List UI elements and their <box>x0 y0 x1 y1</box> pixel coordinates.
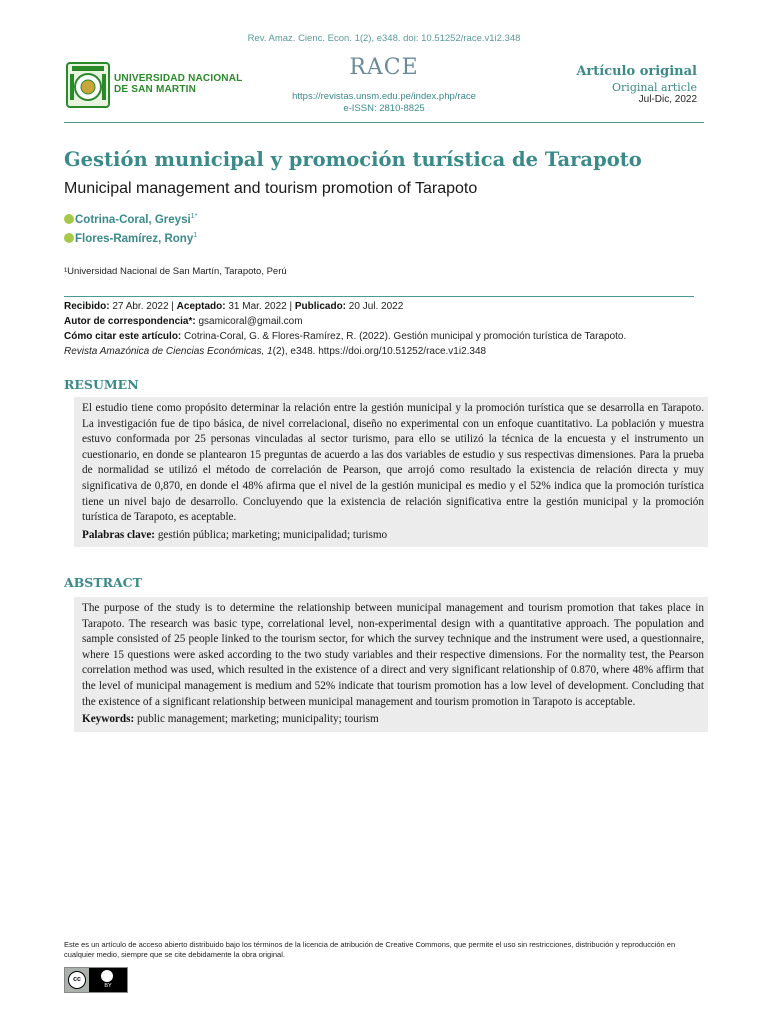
cc-panel <box>65 968 89 992</box>
abstract-text: The purpose of the study is to determine the relationship between municipal management and tourism promotion that takes place in Tarapoto. The research was basic type, correlational level, non-experimental design with a quantitative approach. The population and sample consisted of 25 people linked to the tourism sector, for which the survey technique and the instrument were used, a questionnaire, where 15 questions were asked according to the two study variables and their respective dimensions. For the normality test, the Pearson correlation method was used, which resulted in the existence of a direct and very significant relationship of 0.870, where 48% affirm that the level of municipal management is medium and 52% indicate that tourism promotion has a low level of development. Concluding that the existence of a significant relationship between municipal management and tourism promotion in Tarapoto is acceptable. <box>82 602 704 708</box>
abstract-heading: ABSTRACT <box>64 575 142 590</box>
header-divider <box>64 122 704 123</box>
author-affiliation: ¹Universidad Nacional de San Martín, Tarapoto, Perú <box>64 266 287 277</box>
attribution-icon <box>101 970 113 982</box>
orcid-icon[interactable] <box>64 233 74 243</box>
cite-text: Cotrina-Coral, G. & Flores-Ramírez, R. (2022). Gestión municipal y promoción turística de Tarapoto. <box>184 331 627 342</box>
received-label: Recibido: <box>64 301 110 312</box>
cc-icon: cc <box>68 971 86 989</box>
keywords-label: Palabras clave: <box>82 528 156 541</box>
university-name-line1: UNIVERSIDAD NACIONAL <box>114 73 243 84</box>
license-notice: Este es un artículo de acceso abierto distribuido bajo los términos de la licencia de atribución de Creative Commons, que permite el uso sin restricciones, distribución y reproducción en cualquier medio, siempre que se cite debidamente la obra original. <box>64 940 676 959</box>
dates-line: Recibido: 27 Abr. 2022 | Aceptado: 31 Mar. 2022 | Publicado: 20 Jul. 2022 <box>64 301 404 312</box>
correspondence-line <box>64 314 704 329</box>
journal-url-link[interactable]: https://revistas.unsm.edu.pe/index.php/race <box>292 91 476 102</box>
resumen-heading: RESUMEN <box>64 377 139 392</box>
resumen-text: El estudio tiene como propósito determinar la relación entre la gestión municipal y la promoción turística que se desarrolla en Tarapoto. La investigación fue de tipo básica, de nivel correlacional, diseño no experimental con un enfoque cuantitativo. La población y muestra estuvo conformada por 25 personas vinculadas al sector turismo, para ello se utilizó la técnica de la encuesta y el instrumento un cuestionario, en donde se plantearon 15 preguntas de acuerdo a las dos variables de estudio y sus respectivas dimensiones. Para la prueba de normalidad se utilizó el método de correlación de Pearson, que arrojó como resultado la existencia de relación directa y muy significativa de 0,870, en donde el 48% afirma que el nivel de la gestión municipal es medio y el 52% indica que la promoción turística tiene un nivel bajo de desarrollo. Concluyendo que la existencia de relación significativa entre la gestión municipal y la promoción turística de Tarapoto, es aceptable. <box>82 402 704 524</box>
author-affiliation-marker: 1* <box>190 213 198 220</box>
by-label: BY <box>104 983 112 989</box>
article-title: Gestión municipal y promoción turística de Tarapoto <box>64 148 642 171</box>
resumen-box <box>74 397 708 547</box>
resumen-keywords <box>82 528 704 544</box>
cite-doi[interactable]: (2), e348. https://doi.org/10.51252/race.v1i2.348 <box>272 346 487 357</box>
cite-label: Cómo citar este artículo: <box>64 331 182 342</box>
received-date: 27 Abr. 2022 <box>112 301 169 312</box>
accepted-date: 31 Mar. 2022 <box>228 301 287 312</box>
published-label: Publicado: <box>294 301 347 312</box>
correspondence-email[interactable]: gsamicoral@gmail.com <box>198 316 303 327</box>
author-affiliation-marker: 1 <box>193 232 198 239</box>
article-type-english: Original article <box>612 81 697 94</box>
correspondence-label: Autor de correspondencia*: <box>64 316 196 327</box>
author-1[interactable] <box>64 213 197 226</box>
abstract-box <box>74 597 708 732</box>
citation-block <box>64 329 704 359</box>
journal-citation: Rev. Amaz. Cienc. Econ. 1(2), e348. doi: 10.51252/race.v1i2.348 <box>247 33 521 44</box>
abstract-keywords <box>82 712 704 728</box>
cite-journal: Revista Amazónica de Ciencias Económicas, 1 <box>64 346 273 357</box>
article-title-english: Municipal management and tourism promotion of Tarapoto <box>64 180 478 197</box>
university-name-line2: DE SAN MARTIN <box>114 84 197 95</box>
issue-date-range: Jul-Dic, 2022 <box>638 94 697 105</box>
journal-logo: RACE <box>349 55 419 80</box>
accepted-label: Aceptado: <box>176 301 226 312</box>
author-name: Cotrina-Coral, Greysi <box>75 213 191 226</box>
keywords-label: Keywords: <box>82 713 135 726</box>
article-type: Artículo original <box>576 64 697 79</box>
creative-commons-badge[interactable] <box>64 967 128 993</box>
keywords-list: public management; marketing; municipality; tourism <box>137 713 379 726</box>
author-2[interactable] <box>64 232 197 245</box>
orcid-icon[interactable] <box>64 214 74 224</box>
author-name: Flores-Ramírez, Rony <box>75 232 194 245</box>
meta-divider <box>64 296 694 297</box>
journal-issn: e-ISSN: 2810-8825 <box>343 103 425 114</box>
keywords-list: gestión pública; marketing; municipalidad; turismo <box>157 528 388 541</box>
published-date: 20 Jul. 2022 <box>348 301 404 312</box>
